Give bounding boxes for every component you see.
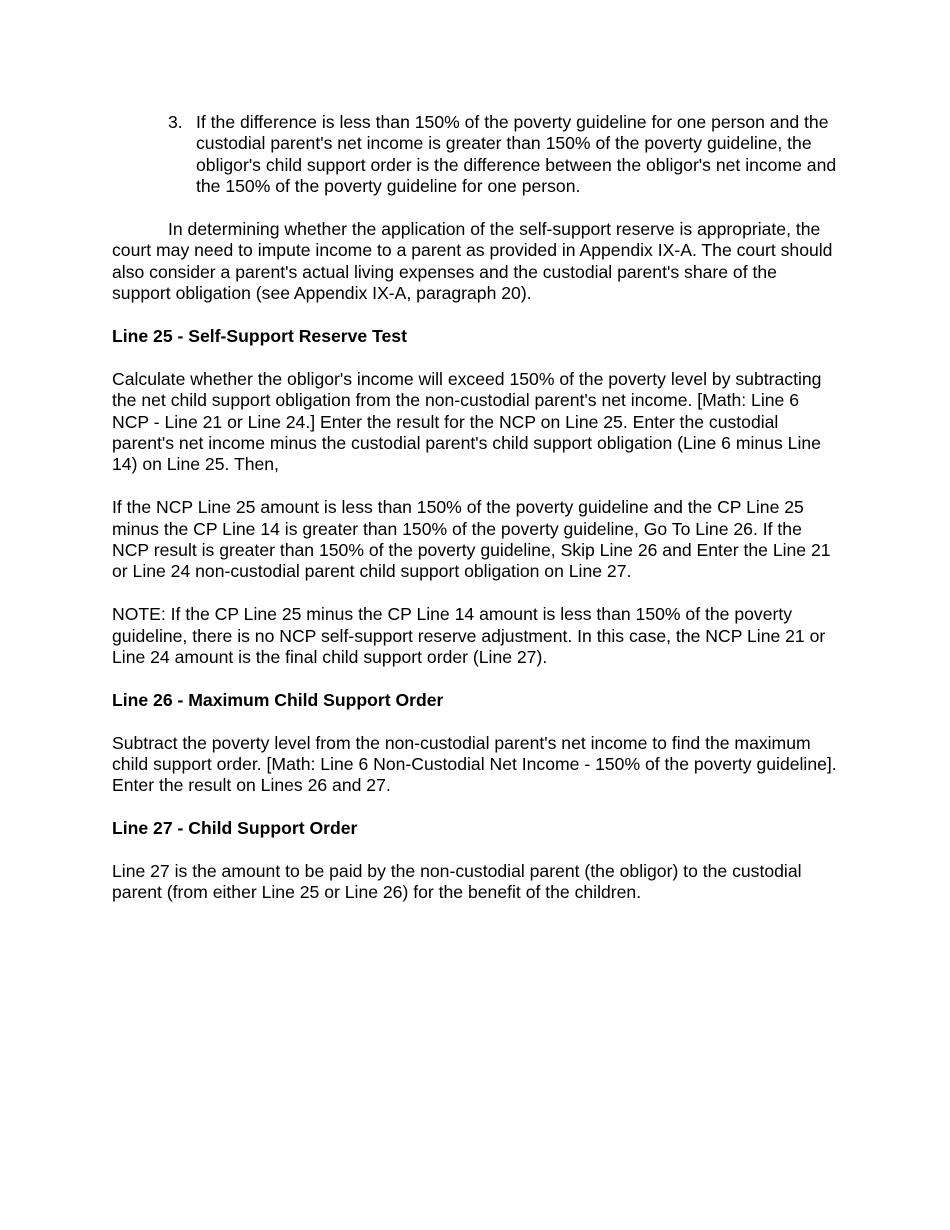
list-number: 3. xyxy=(168,112,183,132)
line27-heading: Line 27 - Child Support Order xyxy=(112,818,358,839)
list-item xyxy=(168,112,840,198)
list-item-text: If the difference is less than 150% of the poverty guideline for one person and the custodial parent's net income is greater than 150% of the poverty guideline, the obligor's child support order is the difference between the obligor's net income and the 150% of the poverty guideline for one person. xyxy=(196,112,837,197)
line26-heading: Line 26 - Maximum Child Support Order xyxy=(112,689,444,710)
line25-paragraph-2: If the NCP Line 25 amount is less than 150% of the poverty guideline and the CP Line 25 minus the CP Line 14 is greater than 150% of the poverty guideline, Go To Line 26. If the NCP result is greater than 150% of the poverty guideline, Skip Line 26 and Enter the Line 21 or Line 24 non-custodial parent child support obligation on Line 27. xyxy=(112,497,831,582)
line25-heading: Line 25 - Self-Support Reserve Test xyxy=(112,326,407,347)
line25-paragraph-1: Calculate whether the obligor's income will exceed 150% of the poverty level by subtracting the net child support obligation from the non-custodial parent's net income. [Math: Line 6 NCP - Line 21 or Line 24.] Enter the result for the NCP on Line 25. Enter the custodial parent's net income minus the custodial parent's child support obligation (Line 6 minus Line 14) on Line 25. Then, xyxy=(112,368,822,475)
document-page xyxy=(112,112,840,904)
line26-paragraph: Subtract the poverty level from the non-custodial parent's net income to find the maximum child support order. [Math: Line 6 Non-Custodial Net Income - 150% of the poverty guideline]. Enter the result on Lines 26 and 27. xyxy=(112,732,837,796)
intro-paragraph: In determining whether the application of the self-support reserve is appropriate, the court may need to impute income to a parent as provided in Appendix IX-A. The court should also consider a parent's actual living expenses and the custodial parent's share of the support obligation (see Appendix IX-A, paragraph 20). xyxy=(112,219,833,304)
line27-paragraph: Line 27 is the amount to be paid by the non-custodial parent (the obligor) to the custodial parent (from either Line 25 or Line 26) for the benefit of the children. xyxy=(112,861,802,903)
line25-note: NOTE: If the CP Line 25 minus the CP Line 14 amount is less than 150% of the poverty guideline, there is no NCP self-support reserve adjustment. In this case, the NCP Line 21 or Line 24 amount is the final child support order (Line 27). xyxy=(112,604,826,668)
